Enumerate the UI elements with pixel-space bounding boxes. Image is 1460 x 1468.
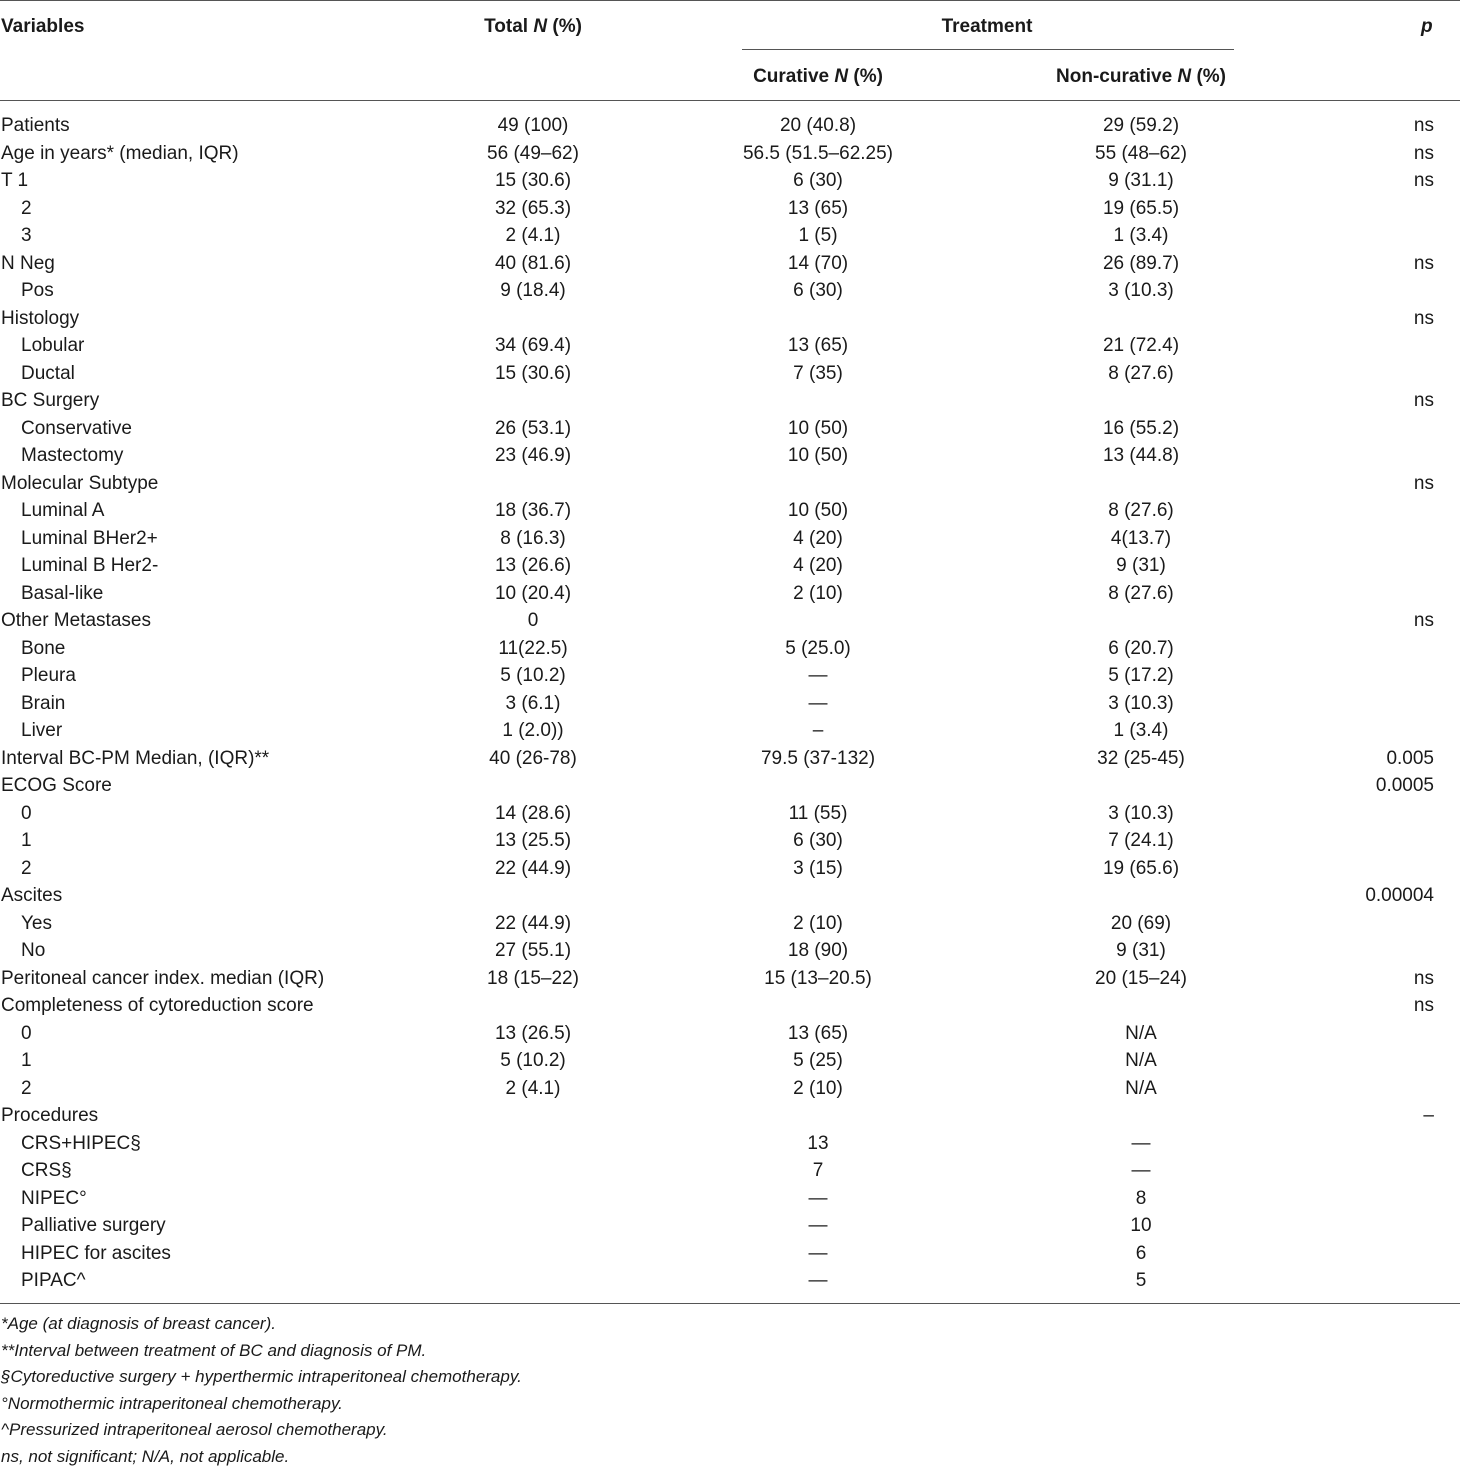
row-curative: 56.5 (51.5–62.25)	[742, 142, 894, 164]
row-variable: PIPAC^	[21, 1270, 86, 1291]
row-variable: Patients	[1, 115, 70, 136]
row-curative: 15 (13–20.5)	[764, 967, 872, 989]
treatment-rule	[742, 49, 1234, 50]
row-variable: Basal-like	[21, 582, 104, 604]
row-curative: 10 (50)	[787, 417, 849, 439]
row-p-value: 0.005	[1386, 747, 1434, 769]
row-variable: Procedures	[1, 1105, 99, 1126]
row-total: 18 (36.7)	[494, 500, 572, 521]
row-variable: Ascites	[1, 885, 63, 906]
footnote: *Age (at diagnosis of breast cancer).	[1, 1314, 276, 1333]
row-noncurative: 16 (55.2)	[1102, 417, 1180, 439]
row-total: 49 (100)	[497, 115, 569, 136]
row-p-value: 0.0005	[1375, 775, 1434, 796]
row-curative: 2 (10)	[793, 912, 843, 934]
row-total: 22 (44.9)	[494, 857, 572, 879]
row-variable: 3	[21, 225, 32, 246]
row-total: 5 (10.2)	[500, 1050, 566, 1071]
row-curative: 5 (25.0)	[785, 637, 851, 659]
row-noncurative: 55 (48–62)	[1095, 142, 1187, 164]
row-curative: 6 (30)	[793, 170, 843, 191]
row-curative: 5 (25)	[793, 1050, 843, 1071]
row-variable: No	[21, 940, 46, 961]
row-variable: HIPEC for ascites	[21, 1242, 171, 1264]
row-noncurative: 19 (65.6)	[1102, 857, 1180, 879]
row-curative: 11 (55)	[788, 802, 848, 824]
header-treatment: Treatment	[941, 16, 1033, 37]
row-noncurative: 21 (72.4)	[1102, 335, 1180, 356]
row-curative: 10 (50)	[787, 500, 849, 521]
row-variable: 2	[21, 197, 32, 219]
row-variable: Ductal	[21, 362, 75, 384]
row-total: 15 (30.6)	[494, 170, 572, 191]
row-variable: Conservative	[21, 417, 132, 439]
row-variable: Palliative surgery	[21, 1215, 166, 1236]
row-p-value: ns	[1413, 142, 1434, 164]
row-variable: Molecular Subtype	[1, 472, 159, 494]
row-variable: CRS§	[21, 1160, 72, 1181]
row-noncurative: 9 (31)	[1116, 940, 1166, 961]
row-curative: 6 (30)	[793, 830, 843, 851]
row-total: 14 (28.6)	[494, 802, 572, 824]
row-total: 11(22.5)	[498, 637, 568, 659]
row-noncurative: 20 (15–24)	[1095, 967, 1187, 989]
row-curative: —	[808, 1242, 828, 1264]
table-top-rule	[0, 0, 1460, 1]
row-curative: —	[808, 1215, 828, 1236]
row-p-value: ns	[1413, 472, 1434, 494]
row-curative: —	[808, 1270, 828, 1291]
row-total: 3 (6.1)	[505, 692, 561, 714]
row-curative: 18 (90)	[787, 940, 849, 961]
row-noncurative: 19 (65.5)	[1102, 197, 1180, 219]
row-variable: Brain	[21, 692, 66, 714]
header-noncurative-prefix: Non-curative	[1056, 66, 1178, 87]
row-total: 40 (81.6)	[494, 252, 572, 274]
row-p-value: 0.00004	[1365, 885, 1434, 906]
row-curative: 3 (15)	[793, 857, 843, 879]
header-noncurative-n: N	[1177, 66, 1192, 87]
row-variable: Liver	[21, 720, 63, 741]
row-noncurative: 6 (20.7)	[1108, 637, 1174, 659]
row-variable: 0	[21, 1022, 32, 1044]
row-total: 18 (15–22)	[487, 967, 579, 989]
row-variable: Completeness of cytoreduction score	[1, 995, 314, 1016]
row-curative: –	[812, 720, 824, 741]
header-curative-prefix: Curative	[753, 66, 835, 87]
row-noncurative: 4(13.7)	[1110, 527, 1172, 549]
row-variable: BC Surgery	[1, 390, 100, 411]
header-curative-suffix: (%)	[848, 66, 883, 87]
row-noncurative: 9 (31)	[1116, 555, 1166, 576]
row-variable: Age in years* (median, IQR)	[1, 142, 239, 164]
row-noncurative: 8	[1135, 1187, 1147, 1209]
row-noncurative: 5	[1135, 1270, 1147, 1291]
row-variable: Luminal A	[21, 500, 105, 521]
row-variable: 1	[21, 1050, 32, 1071]
header-total-prefix: Total	[484, 16, 534, 37]
row-total: 56 (49–62)	[487, 142, 579, 164]
row-variable: Luminal BHer2+	[21, 527, 158, 549]
header-total	[484, 15, 582, 39]
row-total: 32 (65.3)	[494, 197, 572, 219]
row-noncurative: 7 (24.1)	[1108, 830, 1174, 851]
header-total-suffix: (%)	[547, 16, 582, 37]
footnote: °Normothermic intraperitoneal chemotherapy.	[1, 1393, 343, 1413]
row-total: 0	[527, 610, 539, 631]
row-variable: Bone	[21, 637, 66, 659]
row-total: 2 (4.1)	[505, 1077, 561, 1099]
row-curative: 79.5 (37-132)	[760, 747, 876, 769]
row-p-value: ns	[1413, 115, 1434, 136]
row-p-value: ns	[1413, 252, 1434, 274]
row-curative: 4 (20)	[793, 527, 843, 549]
header-curative	[753, 65, 883, 89]
footnote: **Interval between treatment of BC and diagnosis of PM.	[1, 1340, 427, 1360]
row-curative: 7 (35)	[793, 362, 843, 384]
row-noncurative: 26 (89.7)	[1102, 252, 1180, 274]
header-p: p	[1421, 16, 1433, 37]
footnote: ^Pressurized intraperitoneal aerosol chemotherapy.	[1, 1420, 388, 1439]
row-variable: Lobular	[21, 335, 85, 356]
row-variable: CRS+HIPEC§	[21, 1132, 141, 1154]
row-noncurative: —	[1131, 1160, 1151, 1181]
row-noncurative: 3 (10.3)	[1108, 802, 1174, 824]
row-variable: 0	[21, 802, 32, 824]
header-bottom-rule	[0, 100, 1460, 101]
row-curative: 1 (5)	[798, 225, 838, 246]
row-noncurative: 29 (59.2)	[1102, 115, 1180, 136]
row-noncurative: N/A	[1125, 1022, 1157, 1044]
row-p-value: ns	[1413, 967, 1434, 989]
row-variable: Luminal B Her2-	[21, 555, 159, 576]
row-noncurative: 13 (44.8)	[1102, 445, 1180, 466]
row-noncurative: 3 (10.3)	[1108, 280, 1174, 301]
row-noncurative: 8 (27.6)	[1108, 362, 1174, 384]
row-noncurative: 5 (17.2)	[1108, 665, 1174, 686]
row-noncurative: 10	[1130, 1215, 1152, 1236]
row-total: 22 (44.9)	[494, 912, 572, 934]
row-curative: 6 (30)	[793, 280, 843, 301]
row-variable: T 1	[1, 170, 29, 191]
row-noncurative: N/A	[1125, 1050, 1157, 1071]
row-variable: ECOG Score	[1, 775, 112, 796]
row-total: 9 (18.4)	[500, 280, 566, 301]
row-variable: 2	[21, 857, 32, 879]
row-curative: 13 (65)	[787, 1022, 849, 1044]
header-noncurative	[1056, 65, 1226, 89]
row-noncurative: N/A	[1125, 1077, 1157, 1099]
row-variable: Mastectomy	[21, 445, 124, 466]
row-variable: Pos	[21, 280, 54, 301]
row-noncurative: 1 (3.4)	[1113, 225, 1169, 246]
row-total: 23 (46.9)	[494, 445, 572, 466]
row-noncurative: —	[1131, 1132, 1151, 1154]
row-total: 15 (30.6)	[494, 362, 572, 384]
table-bottom-rule	[0, 1303, 1460, 1304]
header-total-n: N	[533, 16, 548, 37]
row-p-value: ns	[1413, 307, 1434, 329]
row-p-value: ns	[1413, 610, 1434, 631]
row-total: 26 (53.1)	[494, 417, 572, 439]
row-curative: 13 (65)	[787, 197, 849, 219]
row-variable: Peritoneal cancer index. median (IQR)	[1, 967, 325, 989]
header-noncurative-suffix: (%)	[1191, 66, 1226, 87]
row-noncurative: 6	[1135, 1242, 1147, 1264]
row-curative: —	[808, 692, 828, 714]
row-noncurative: 9 (31.1)	[1108, 170, 1174, 191]
row-noncurative: 1 (3.4)	[1113, 720, 1169, 741]
row-curative: 7	[812, 1160, 824, 1181]
row-noncurative: 8 (27.6)	[1108, 582, 1174, 604]
row-variable: NIPEC°	[21, 1187, 87, 1209]
row-total: 1 (2.0))	[502, 720, 564, 741]
row-curative: 13	[807, 1132, 829, 1154]
row-variable: Histology	[1, 307, 80, 329]
row-curative: —	[808, 665, 828, 686]
row-total: 5 (10.2)	[500, 665, 566, 686]
row-variable: 1	[21, 830, 32, 851]
header-variables: Variables	[1, 16, 85, 37]
row-curative: 4 (20)	[793, 555, 843, 576]
row-total: 2 (4.1)	[505, 225, 561, 246]
row-noncurative: 8 (27.6)	[1108, 500, 1174, 521]
row-curative: 14 (70)	[787, 252, 849, 274]
row-curative: 10 (50)	[787, 445, 849, 466]
row-total: 27 (55.1)	[494, 940, 572, 961]
row-curative: 2 (10)	[793, 582, 843, 604]
row-total: 8 (16.3)	[500, 527, 566, 549]
row-total: 13 (25.5)	[494, 830, 572, 851]
row-total: 10 (20.4)	[494, 582, 572, 604]
row-total: 13 (26.5)	[494, 1022, 572, 1044]
row-variable: 2	[21, 1077, 32, 1099]
row-total: 40 (26-78)	[489, 747, 577, 769]
row-variable: N Neg	[1, 252, 55, 274]
row-noncurative: 32 (25-45)	[1097, 747, 1185, 769]
row-p-value: ns	[1413, 170, 1434, 191]
row-noncurative: 3 (10.3)	[1108, 692, 1174, 714]
row-curative: 13 (65)	[787, 335, 849, 356]
footnote: §Cytoreductive surgery + hyperthermic intraperitoneal chemotherapy.	[1, 1367, 522, 1386]
row-total: 34 (69.4)	[494, 335, 572, 356]
footnote: ns, not significant; N/A, not applicable.	[1, 1446, 290, 1466]
row-curative: 2 (10)	[793, 1077, 843, 1099]
row-p-value: ns	[1413, 995, 1434, 1016]
row-variable: Yes	[21, 912, 52, 934]
row-curative: 20 (40.8)	[779, 115, 857, 136]
row-p-value: –	[1423, 1105, 1434, 1126]
row-variable: Interval BC-PM Median, (IQR)**	[1, 747, 270, 769]
row-total: 13 (26.6)	[494, 555, 572, 576]
row-noncurative: 20 (69)	[1110, 912, 1172, 934]
row-variable: Pleura	[21, 665, 76, 686]
row-variable: Other Metastases	[1, 610, 151, 631]
header-curative-n: N	[834, 66, 849, 87]
row-curative: —	[808, 1187, 828, 1209]
row-p-value: ns	[1413, 390, 1434, 411]
